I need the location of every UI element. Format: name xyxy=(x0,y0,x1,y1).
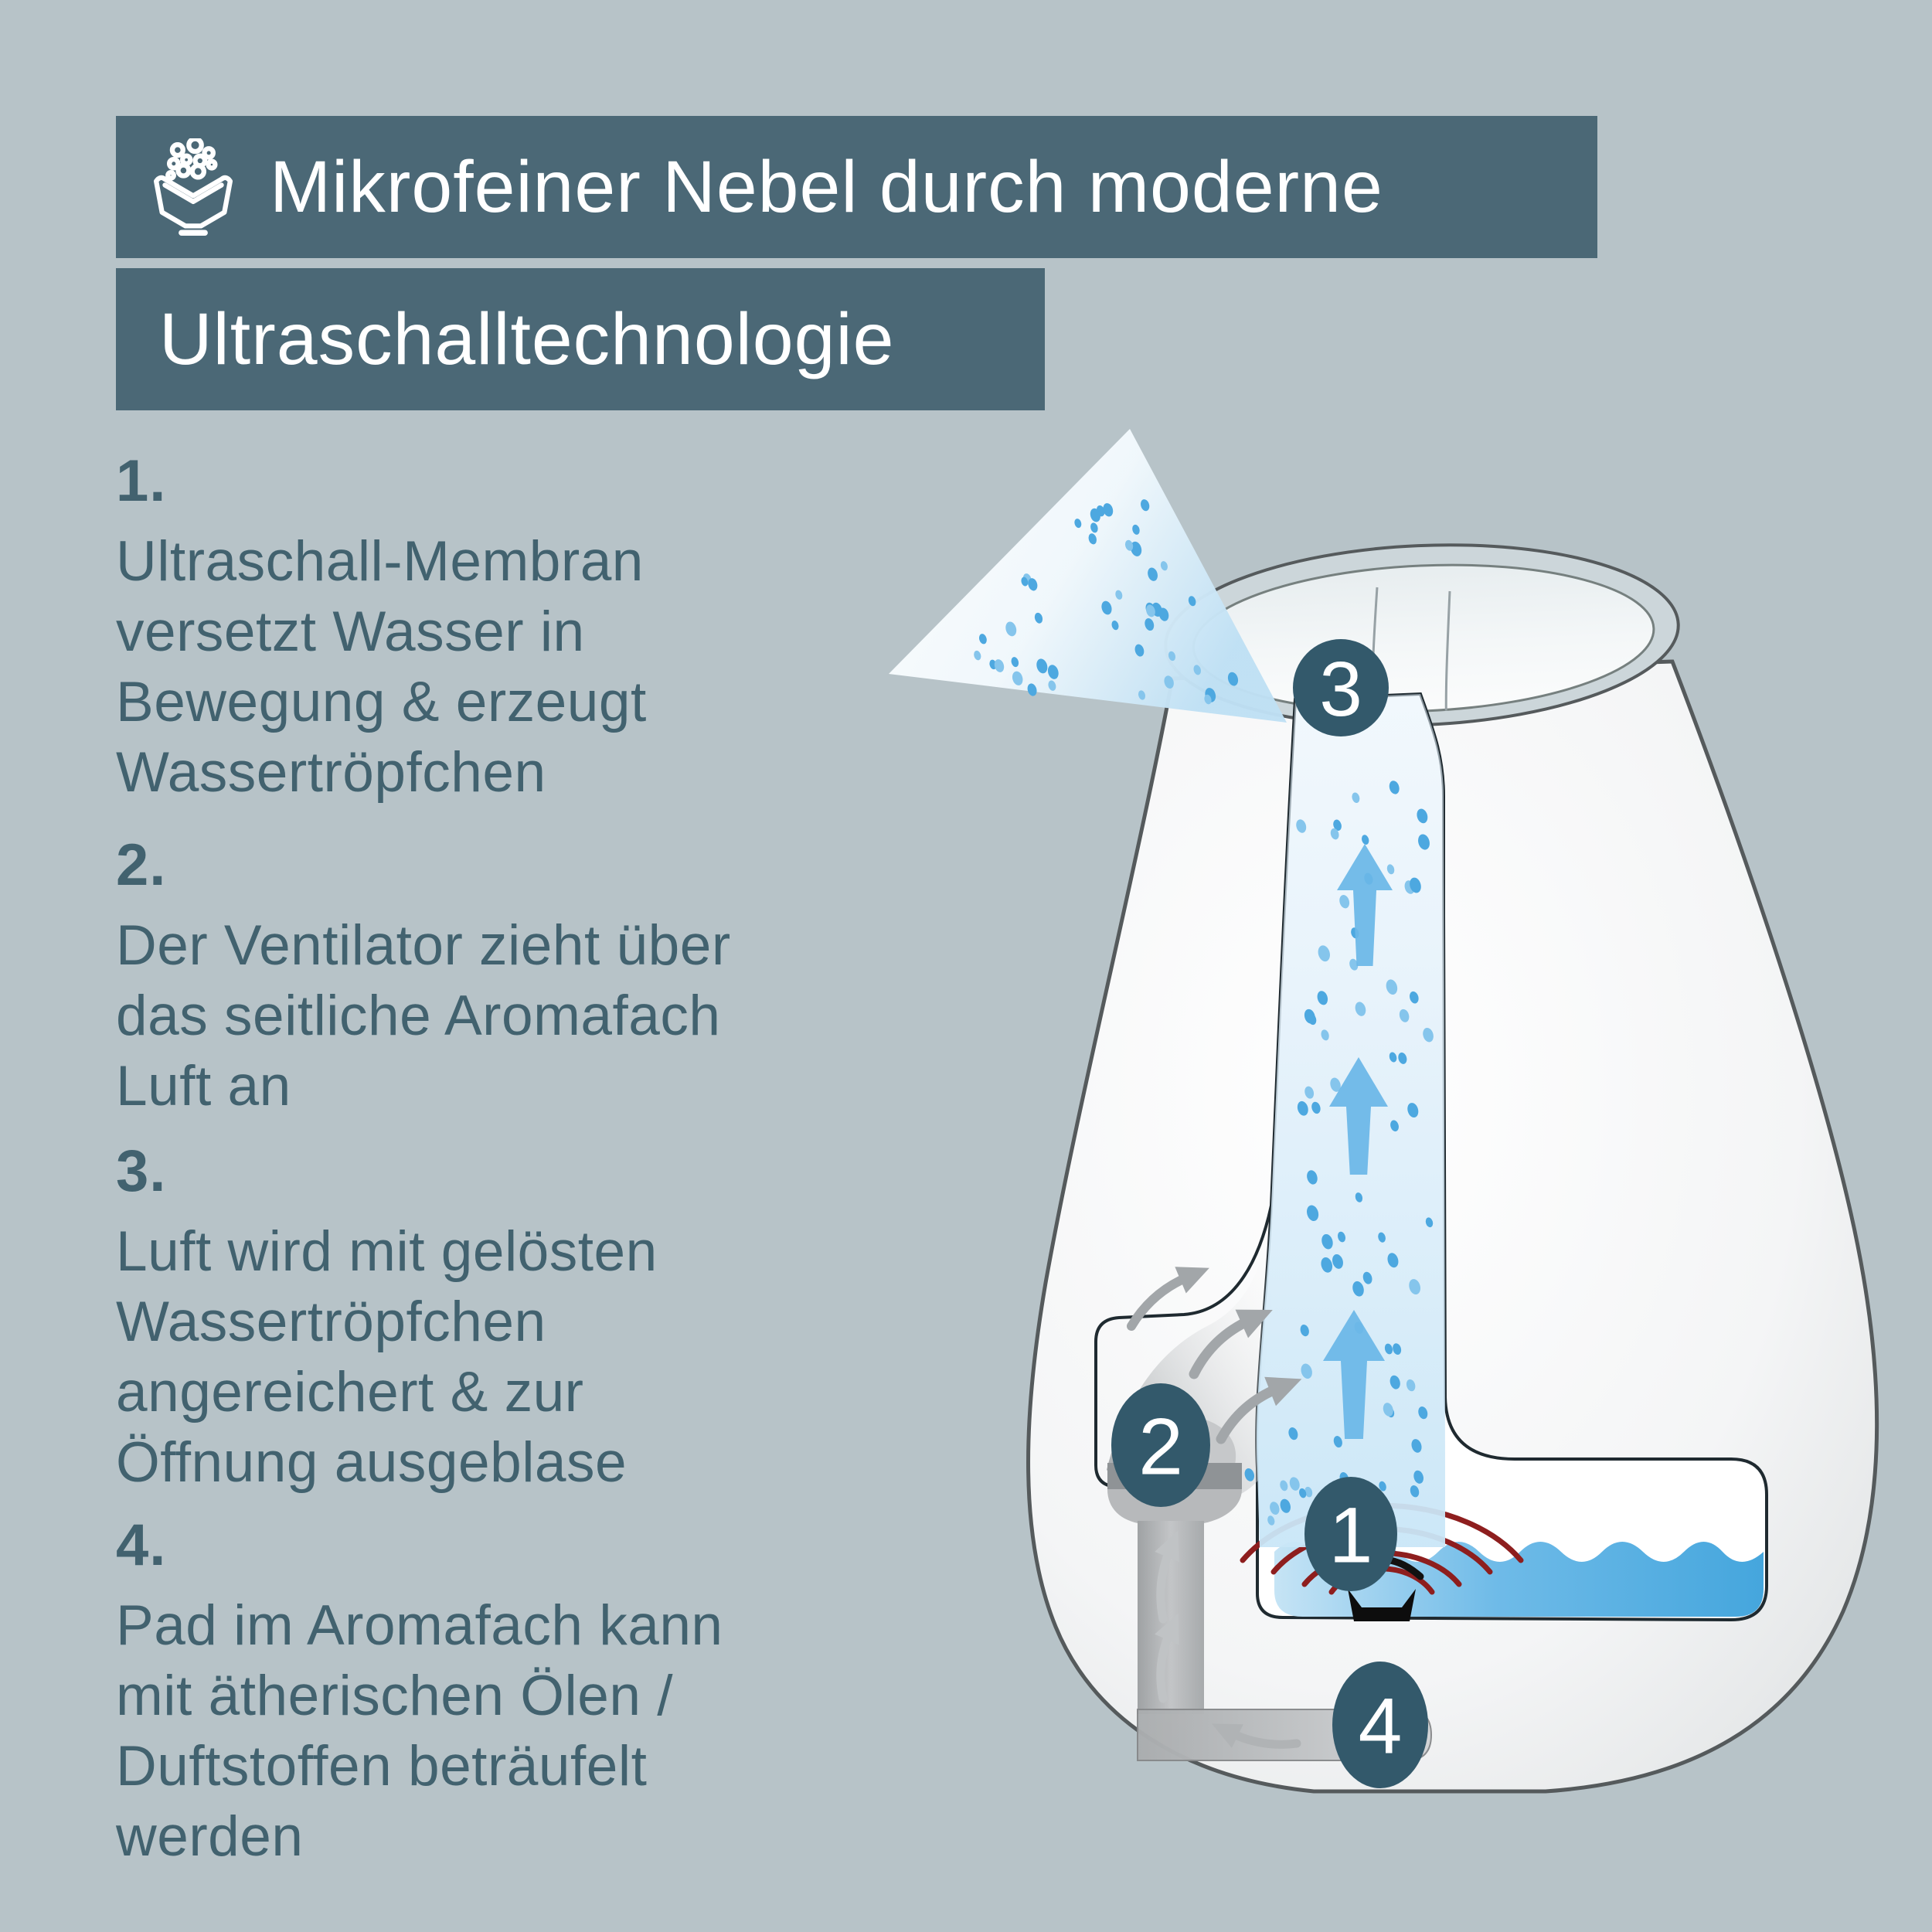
step-3-line: angereichert & zur xyxy=(116,1361,584,1423)
marker-1-label: 1 xyxy=(1328,1491,1373,1580)
step-2-line: Der Ventilator zieht über xyxy=(116,914,731,977)
step-2-number: 2. xyxy=(116,832,167,898)
marker-1-membrane xyxy=(1304,1477,1397,1591)
step-1-line: versetzt Wasser in xyxy=(116,600,585,663)
step-1-line: Wassertröpfchen xyxy=(116,741,546,804)
step-3-number: 3. xyxy=(116,1138,167,1204)
marker-4-label: 4 xyxy=(1358,1682,1403,1770)
step-3-line: Luft wird mit gelösten xyxy=(116,1220,658,1283)
step-1-number: 1. xyxy=(116,448,167,514)
step-3-line: Wassertröpfchen xyxy=(116,1291,546,1353)
step-4-line: Duftstoffen beträufelt xyxy=(116,1735,648,1798)
step-4-number: 4. xyxy=(116,1512,167,1578)
marker-3-outlet xyxy=(1293,639,1389,736)
step-1-line: Ultraschall-Membran xyxy=(116,530,644,593)
step-2-line: das seitliche Aromafach xyxy=(116,985,721,1047)
title-line-2: Ultraschalltechnologie xyxy=(159,298,895,380)
marker-2-fan xyxy=(1111,1383,1210,1507)
step-1-line: Bewegung & erzeugt xyxy=(116,671,647,733)
title-line-1: Mikrofeiner Nebel durch moderne xyxy=(270,145,1383,228)
step-4-line: werden xyxy=(116,1805,304,1868)
mist-spray-cone xyxy=(889,429,1287,723)
marker-2-label: 2 xyxy=(1138,1402,1183,1492)
step-2-line: Luft an xyxy=(116,1055,291,1117)
step-4-line: mit ätherischen Ölen / xyxy=(116,1665,674,1727)
step-3-line: Öffnung ausgeblase xyxy=(116,1431,628,1494)
marker-3-label: 3 xyxy=(1319,646,1362,733)
marker-4-aroma-pad xyxy=(1332,1662,1428,1788)
step-4-line: Pad im Aromafach kann xyxy=(116,1594,723,1657)
